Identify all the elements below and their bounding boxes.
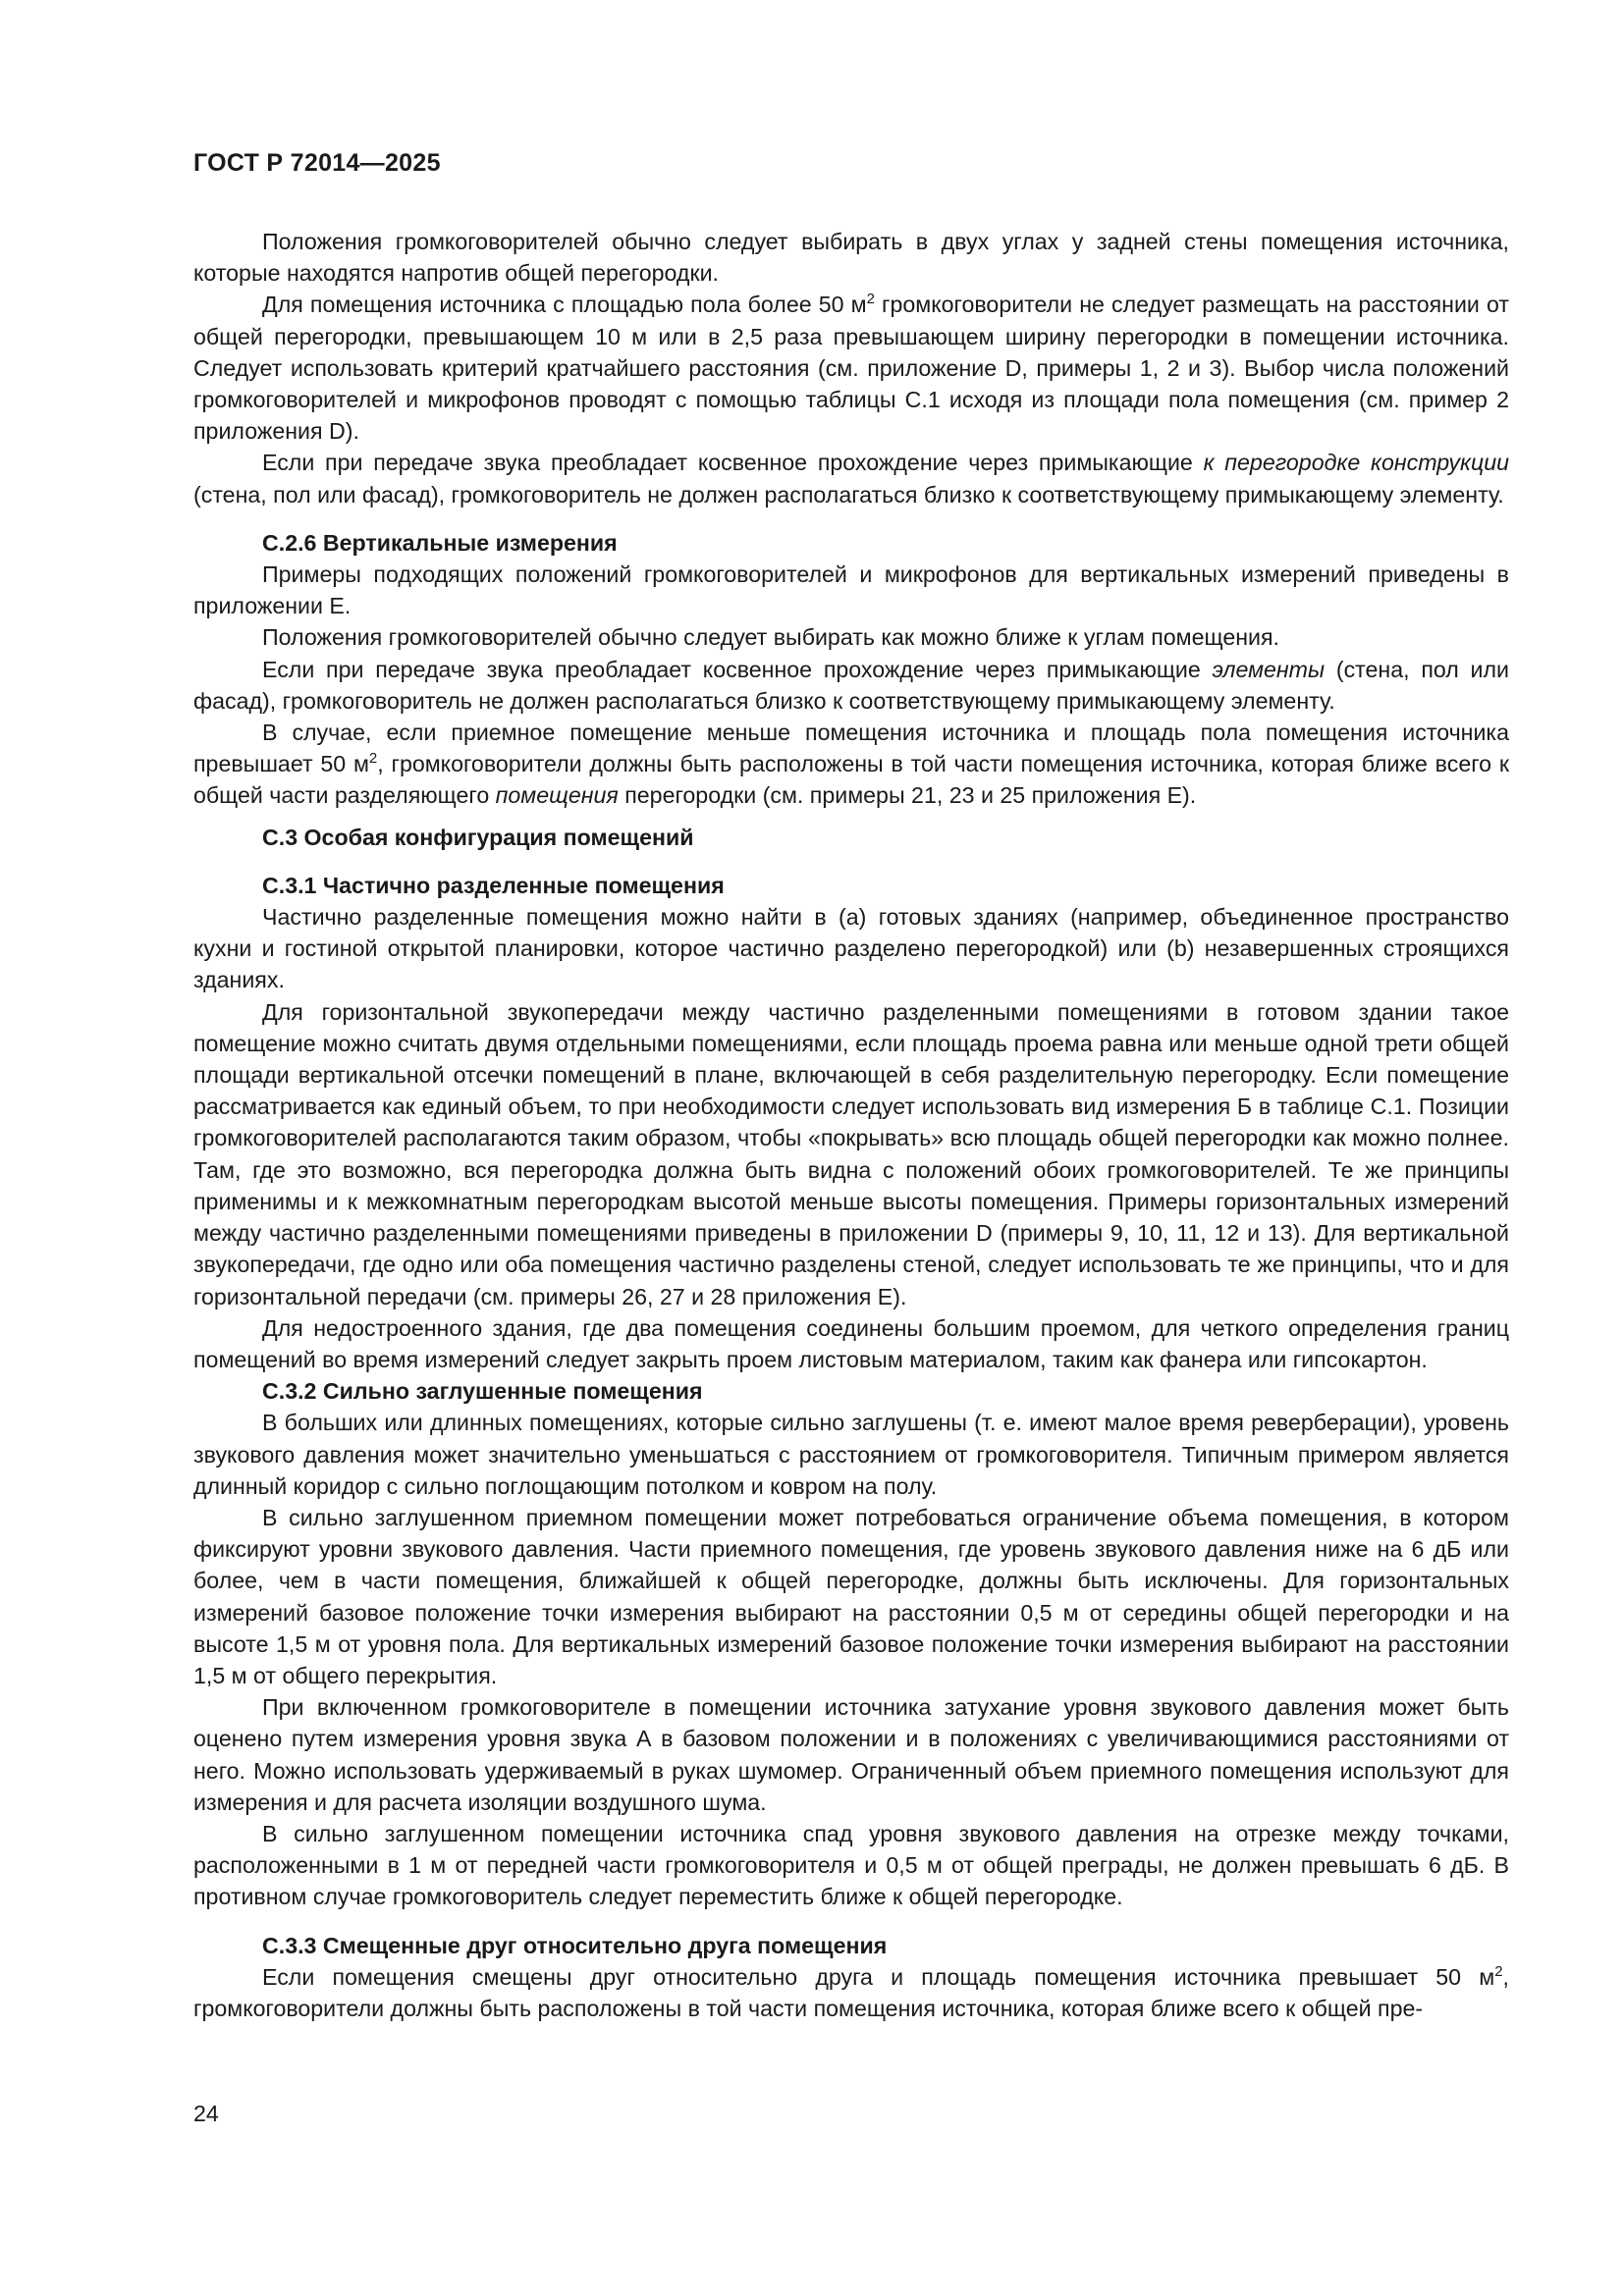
section-heading: С.3.1 Частично разделенные помещения [262,872,725,898]
paragraph: Частично разделенные помещения можно найти в (а) готовых зданиях (например, объединенное пространство кухни и гостиной открытой планировки, которое частично разделено перегородкой) или (b) незавершенных строящихся зданиях. [193,904,1509,993]
paragraph: Примеры подходящих положений громкоговорителей и микрофонов для вертикальных измерений приведены в приложении Е. [193,561,1509,619]
section-heading: С.3.3 Смещенные друг относительно друга помещения [262,1932,888,1958]
paragraph: Для горизонтальной звукопередачи между частично разделенными помещениями в готовом здании такое помещение можно считать двумя отдельными помещениями, если площадь проема равна или меньше одной трети общей площади вертикальной отсечки помещений в плане, включающей в себя разделительную перегородку. Если помещение рассматривается как единый объем, то при необходимости следует использовать вид измерения Б в таблице С.1. Позиции громкоговорителей располагаются таким образом, чтобы «покрывать» всю площадь общей перегородки как можно полнее. Там, где это возможно, вся перегородка должна быть видна с положений обоих громкоговорителей. Те же принципы применимы и к межкомнатным перегородкам высотой меньше высоты помещения. Примеры горизонтальных измерений между частично разделенными помещениями приведены в приложении D (примеры 9, 10, 11, 12 и 13). Для вертикальной звукопередачи, где одно или оба помещения частично разделены стеной, следует использовать те же принципы, что и для горизонтальной передачи (см. примеры 26, 27 и 28 приложения Е). [193,998,1509,1309]
paragraph: В сильно заглушенном приемном помещении может потребоваться ограничение объема помещения, в котором фиксируют уровни звукового давления. Части приемного помещения, где уровень звукового давления ниже на 6 дБ или более, чем в части помещения, ближайшей к общей перегородке, должны быть исключены. Для горизонтальных измерений базовое положение точки измерения выбирают на расстоянии 0,5 м от середины общей перегородки и на высоте 1,5 м от уровня пола. Для вертикальных измерений базовое положение точки измерения выбирают на расстоянии 1,5 м от общего перекрытия. [193,1504,1509,1688]
paragraph: Если при передаче звука преобладает косвенное прохождение через примыкающие элементы (стена, пол или фасад), громкоговоритель не должен располагаться близко к соответствующему примыкающему элементу. [193,656,1509,714]
paragraph: Если помещения смещены друг относительно друга и площадь помещения источника превышает 50 $м^2$, громкоговорители должны быть расположены в той части помещения источника, которая ближе всего к общей пре- [193,1962,1509,2021]
document-header: ГОСТ Р 72014—2025 [193,149,441,177]
section-heading: С.3 Особая конфигурация помещений [262,824,694,850]
page-number: 24 [193,2101,219,2126]
paragraph: В сильно заглушенном помещении источника спад уровня звукового давления на отрезке между точками, расположенными в 1 м от передней части громкоговорителя и 0,5 м от общей преграды, не должен превышать 6 дБ. В противном случае громкоговоритель следует переместить ближе к общей перегородке. [193,1820,1509,1910]
paragraph: При включенном громкоговорителе в помещении источника затухание уровня звукового давления может быть оценено путем измерения уровня звука А в базовом положении и в положениях с увеличивающимися расстояниями от него. Можно использовать удерживаемый в руках шумомер. Ограниченный объем приемного помещения используют для измерения и для расчета изоляции воздушного шума. [193,1694,1509,1815]
paragraph: Для недостроенного здания, где два помещения соединены большим проемом, для четкого определения границ помещений во время измерений следует закрыть проем листовым материалом, таким как фанера или гипсокартон. [193,1314,1509,1372]
paragraph: Для помещения источника с площадью пола более 50 $м^2$ громкоговорители не следует размещать на расстоянии от общей перегородки, превышающем 10 м или в 2,5 раза превышающем ширину перегородки в помещении источника. Следует использовать критерий кратчайшего расстояния (см. приложение D, примеры 1, 2 и 3). Выбор числа положений громкоговорителей и микрофонов проводят с помощью таблицы С.1 исходя из площади пола помещения (см. пример 2 приложения D). [193,291,1509,445]
section-heading: С.3.2 Сильно заглушенные помещения [262,1378,703,1405]
section-heading: С.2.6 Вертикальные измерения [262,529,618,556]
paragraph: Положения громкоговорителей обычно следует выбирать в двух углах у задней стены помещения источника, которые находятся напротив общей перегородки. [193,229,1509,287]
paragraph: В больших или длинных помещениях, которые сильно заглушены (т. е. имеют малое время реверберации), уровень звукового давления может значительно уменьшаться с расстоянием от громкоговорителя. Типичным примером является длинный коридор с сильно поглощающим потолком и ковром на полу. [193,1410,1509,1499]
document-body [193,226,1509,2024]
paragraph: Если при передаче звука преобладает косвенное прохождение через примыкающие к перегородке конструкции (стена, пол или фасад), громкоговоритель не должен располагаться близко к соответствующему примыкающему элементу. [193,450,1509,507]
paragraph: В случае, если приемное помещение меньше помещения источника и площадь пола помещения источника превышает 50 $м^2$, громкоговорители должны быть расположены в той части помещения источника, которая ближе всего к общей части разделяющего помещения перегородки (см. примеры 21, 23 и 25 приложения Е). [193,720,1509,809]
paragraph: Положения громкоговорителей обычно следует выбирать как можно ближе к углам помещения. [262,624,1279,651]
